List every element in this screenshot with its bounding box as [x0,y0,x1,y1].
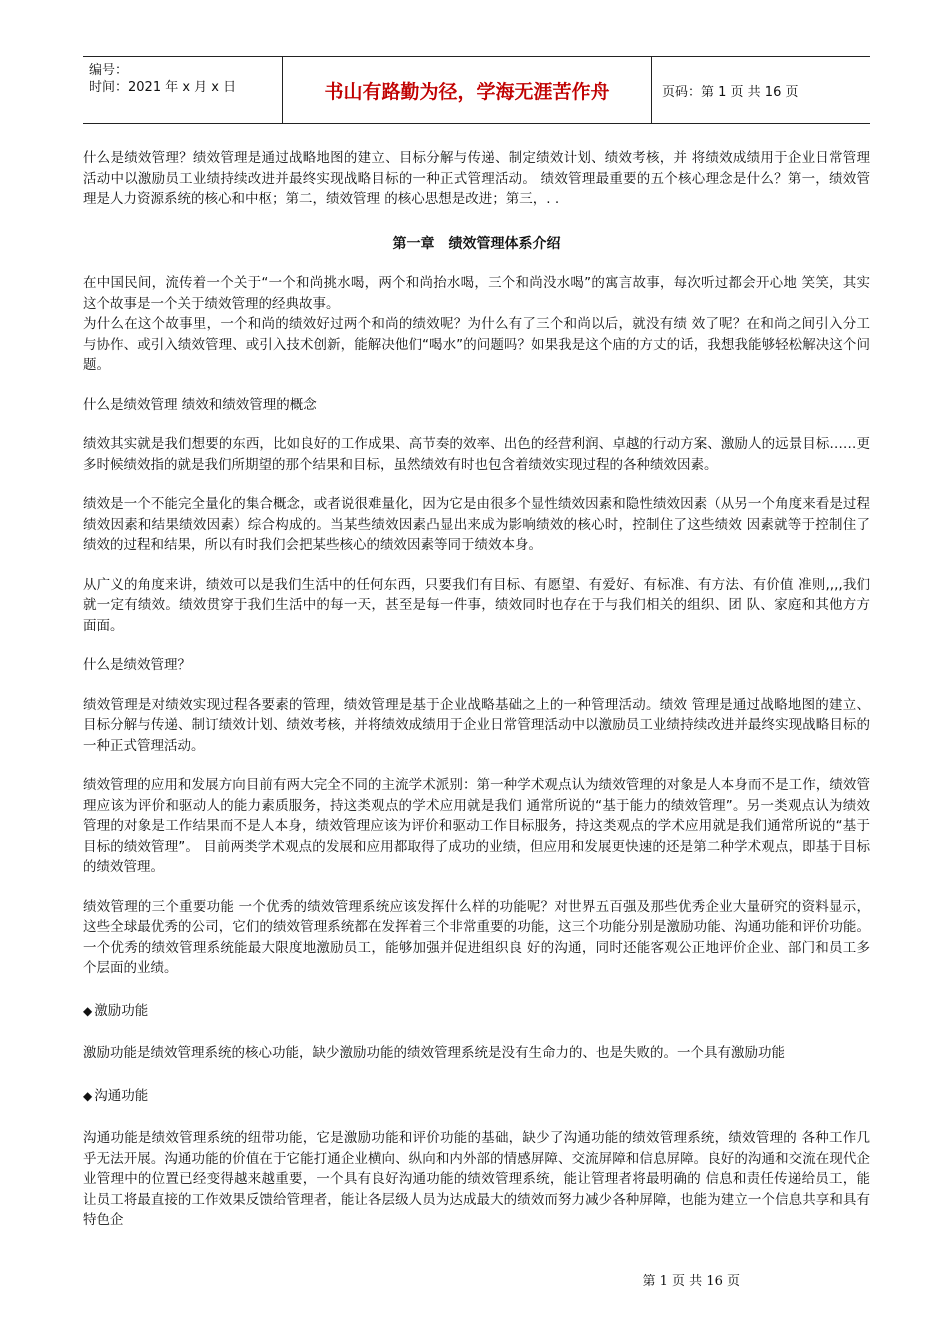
bullet-heading-incentive [83,1001,870,1022]
bullet-heading-communication [83,1086,870,1107]
header-left-cell [83,57,283,123]
paragraph: 沟通功能是绩效管理系统的纽带功能，它是激励功能和评价功能的基础，缺少了沟通功能的绩效管理系统，绩效管理的 各种工作几乎无法开展。沟通功能的价值在于它能打通企业横向、纵向和内外部的情感屏障、交流屏障和信息屏障。良好的沟通和交流在现代企业管理中的位置已经变得越来越重要，一个具有良好沟通功能的绩效管理系统，能让管理者将最明确的 信息和责任传递给员工，能让员工将最直接的工作效果反馈给管理者，能让各层级人员为达成最大的绩效而努力减少各种屏障，也能为建立一个信息共享和具有特色企 [83,1130,870,1228]
bullet-heading-text: 激励功能 [94,1002,149,1019]
bullet-heading-text: 沟通功能 [94,1087,149,1104]
diamond-bullet-icon: ◆ [83,1003,93,1018]
paragraph: 在中国民间，流传着一个关于“一个和尚挑水喝，两个和尚抬水喝，三个和尚没水喝”的寓言故事，每次听过都会开心地 笑笑，其实这个故事是一个关于绩效管理的经典故事。 [83,275,870,312]
header-table [83,56,870,124]
paragraph: 绩效其实就是我们想要的东西，比如良好的工作成果、高节奏的效率、出色的经营利润、卓越的行动方案、激励人的远景目标……更多时候绩效指的就是我们所期望的那个结果和目标，虽然绩效有时也包含着绩效实现过程的各种绩效因素。 [83,436,870,473]
document-body [83,148,870,1231]
serial-number-label: 编号： [89,63,129,78]
header-page-number: 页码：第 1 页 共 16 页 [662,84,799,100]
paragraph: 绩效管理的应用和发展方向目前有两大完全不同的主流学术派别：第一种学术观点认为绩效管理的对象是人本身而不是工作，绩效管理应该为评价和驱动人的能力素质服务，持这类观点的学术应用就是我们 通常所说的“基于能力的绩效管理”。另一类观点认为绩效管理的对象是工作结果而不是人本身，绩效管理应该为评价和驱动工作目标服务，持这类观点的学术应用就是我们通常所说的“基于目标的绩效管理”。 目前两类学术观点的发展和应用都取得了成功的业绩，但应用和发展更快速的还是第二种学术观点，即基于目标的绩效管理。 [83,777,870,875]
paragraph: 绩效管理的三个重要功能 一个优秀的绩效管理系统应该发挥什么样的功能呢？对世界五百强及那些优秀企业大量研究的资料显示，这些全球最优秀的公司，它们的绩效管理系统都在发挥着三个非常重要的功能，这三个功能分别是激励功能、沟通功能和评价功能。一个优秀的绩效管理系统能最大限度地激励员工，能够加强并促进组织良 好的沟通，同时还能客观公正地评价企业、部门和员工多个层面的业绩。 [83,898,870,976]
chapter-title: 第一章 绩效管理体系介绍 [392,235,561,252]
section-heading: 什么是绩效管理 绩效和绩效管理的概念 [83,396,317,413]
paragraph: 绩效是一个不能完全量化的集合概念，或者说很难量化，因为它是由很多个显性绩效因素和隐性绩效因素（从另一个角度来看是过程绩效因素和结果绩效因素）综合构成的。当某些绩效因素凸显出来成为影响绩效的核心时，控制住了这些绩效 因素就等于控制住了绩效的过程和结果，所以有时我们会把某些核心的绩效因素等同于绩效本身。 [83,496,870,553]
section-heading: 什么是绩效管理？ [83,657,191,673]
intro-paragraph: 什么是绩效管理？绩效管理是通过战略地图的建立、目标分解与传递、制定绩效计划、绩效考核，并 将绩效成绩用于企业日常管理活动中以激励员工业绩持续改进并最终实现战略目标的一种正式管理活动。 绩效管理最重要的五个核心理念是什么？第一，绩效管理是人力资源系统的核心和中枢；第二，绩效管理 的核心思想是改进；第三，. . [83,150,870,207]
date-label: 时间：2021 年 x 月 x 日 [89,80,237,95]
paragraph: 激励功能是绩效管理系统的核心功能，缺少激励功能的绩效管理系统是没有生命力的、也是失败的。一个具有激励功能 [83,1045,785,1061]
page-footer: 第 1 页 共 16 页 [642,1274,740,1289]
header-motto: 书山有路勤为径，学海无涯苦作舟 [283,57,652,123]
paragraph: 绩效管理是对绩效实现过程各要素的管理，绩效管理是基于企业战略基础之上的一种管理活动。绩效 管理是通过战略地图的建立、目标分解与传递、制订绩效计划、绩效考核，并将绩效成绩用于企业日常管理活动中以激励员工业绩持续改进并最终实现战略目标的一种正式管理活动。 [83,696,870,754]
paragraph: 从广义的角度来讲，绩效可以是我们生活中的任何东西，只要我们有目标、有愿望、有爱好、有标准、有方法、有价值 准则,,,,我们就一定有绩效。绩效贯穿于我们生活中的每一天，甚至是每一件事，绩效同时也存在于与我们相关的组织、团 队、家庭和其他方方面面。 [83,576,870,634]
diamond-bullet-icon: ◆ [83,1088,93,1103]
paragraph: 为什么在这个故事里，一个和尚的绩效好过两个和尚的绩效呢？为什么有了三个和尚以后，就没有绩 效了呢？在和尚之间引入分工与协作、或引入绩效管理、或引入技术创新，能解决他们“喝水”的问题吗？如果我是这个庙的方丈的话，我想我能够轻松解决这个问题。 [83,316,870,373]
